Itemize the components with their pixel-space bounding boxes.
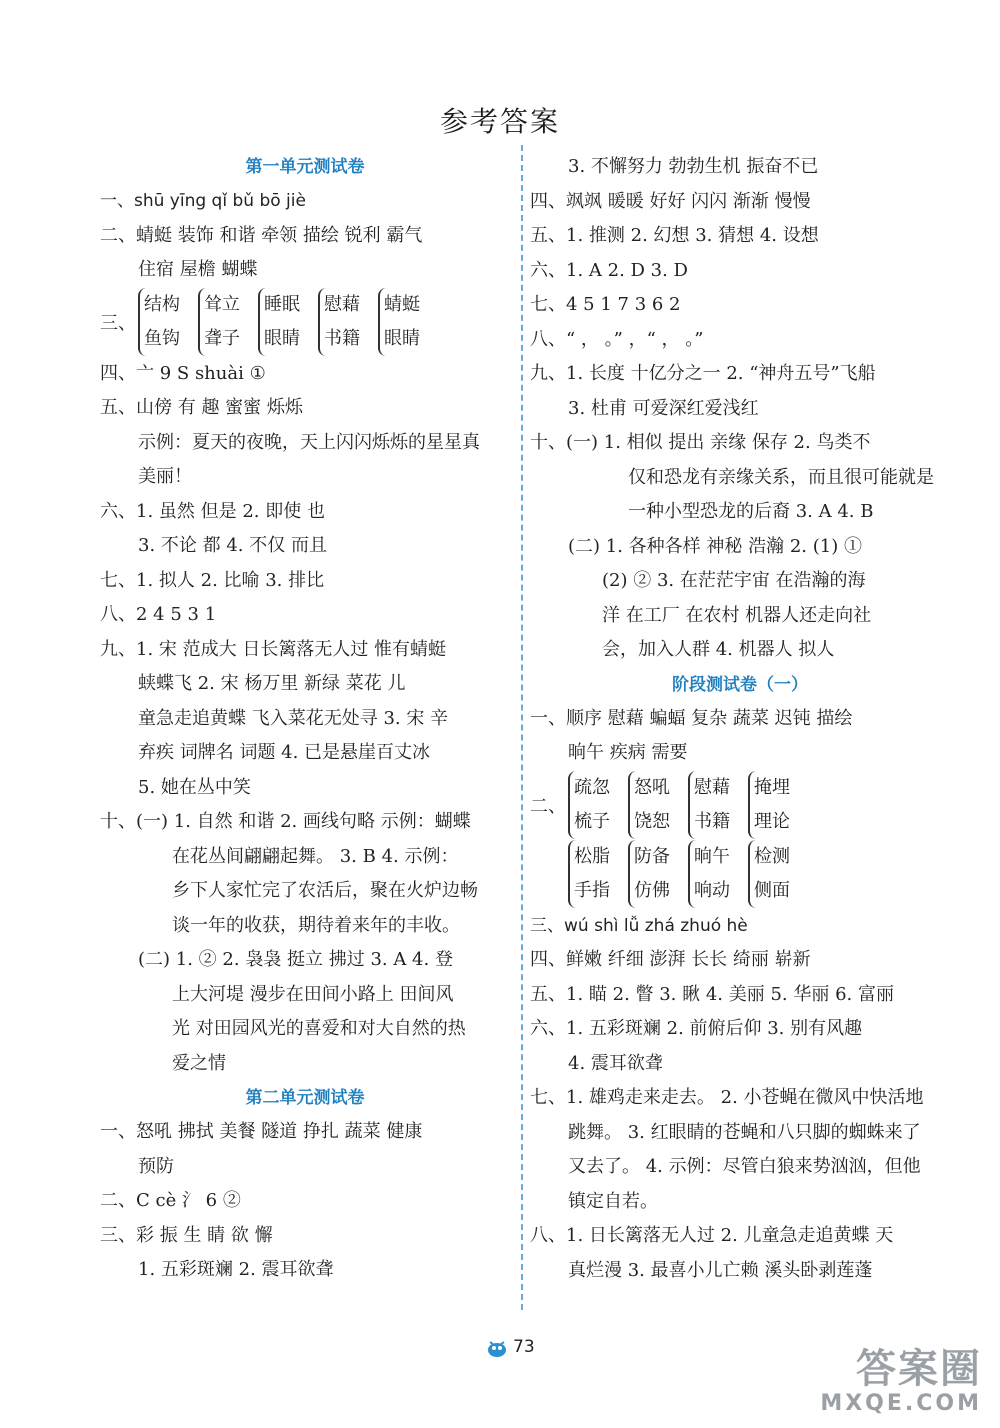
word: 慰藉	[694, 777, 730, 798]
answer-line: 会，加入人群 4. 机器人 拟人	[602, 639, 835, 660]
answer-line: 3. 不懈努力 勃勃生机 振奋不已	[568, 156, 819, 177]
answer-line: 3. 不论 都 4. 不仅 而且	[138, 535, 327, 556]
watermark-url: MXQE.COM	[820, 1391, 982, 1416]
answer-label: 三、	[100, 313, 136, 334]
answer-line: 5. 她在丛中笑	[138, 776, 251, 798]
word: 晌午	[694, 846, 730, 867]
answer-line: 真烂漫 3. 最喜小儿亡赖 溪头卧剥莲蓬	[568, 1259, 873, 1281]
answer-line: 又去了。 4. 示例：尽管白狼来势汹汹，但他	[568, 1156, 921, 1177]
answer-line: 晌午 疾病 需要	[568, 742, 688, 763]
answer-line: 五、山傍 有 趣 蜜蜜 烁烁	[100, 397, 303, 418]
answer-line: 三、彩 振 生 睛 欲 懈	[100, 1224, 273, 1246]
word: 侧面	[754, 880, 790, 901]
answer-line: 美丽！	[138, 466, 192, 487]
answer-line: 七、1. 雄鸡走来走去。 2. 小苍蝇在微风中快活地	[530, 1087, 924, 1108]
answer-line: 镇定自若。	[568, 1190, 658, 1212]
brace-pair	[748, 840, 790, 908]
answer-line: 七、4 5 1 7 3 6 2	[530, 294, 681, 315]
brace-pair	[688, 840, 730, 908]
answer-line: 八、1. 日长篱落无人过 2. 儿童急走追黄蝶 天	[530, 1225, 894, 1246]
word: 响动	[694, 880, 730, 901]
right-column	[530, 150, 950, 1288]
word: 聋子	[204, 328, 240, 349]
answer-line: 爱之情	[172, 1052, 226, 1074]
answer-line: 4. 震耳欲聋	[568, 1052, 663, 1074]
answer-line: 上大河堤 漫步在田间小路上 田间风	[172, 983, 454, 1005]
brace-pair	[568, 840, 610, 908]
brace-pair	[568, 771, 610, 839]
brace-group	[100, 288, 510, 357]
answer-line: 四、亠 9 S shuài ①	[100, 362, 266, 384]
word: 书籍	[324, 328, 360, 349]
brace-pair	[378, 288, 420, 356]
answer-line: 住宿 屋檐 蝴蝶	[138, 259, 258, 280]
answer-line: (二) 1. ② 2. 袅袅 挺立 拂过 3. A 4. 登	[138, 949, 453, 970]
page-number: 73	[513, 1337, 535, 1357]
answer-line: 蛱蝶飞 2. 宋 杨万里 新绿 菜花 儿	[138, 673, 406, 694]
answer-line: 跳舞。 3. 红眼睛的苍蝇和八只脚的蜘蛛来了	[568, 1121, 921, 1143]
word: 书籍	[694, 811, 730, 832]
brace-group	[530, 840, 950, 909]
brace-group	[530, 771, 950, 840]
word: 检测	[754, 846, 790, 867]
word: 防备	[634, 846, 670, 867]
answer-line: 一种小型恐龙的后裔 3. A 4. B	[628, 501, 874, 522]
answer-line: 谈一年的收获，期待着来年的丰收。	[172, 914, 460, 936]
word: 慰藉	[324, 294, 360, 315]
answer-line: 一、shū yīng qǐ bǔ bō jiè	[100, 191, 306, 211]
answer-line: 洋 在工厂 在农村 机器人还走向社	[602, 604, 872, 626]
brace-pair	[258, 288, 300, 356]
word: 理论	[754, 811, 790, 832]
answer-line: 二、C cè 氵 6 ②	[100, 1190, 241, 1211]
answer-line: 七、1. 拟人 2. 比喻 3. 排比	[100, 569, 325, 591]
left-column	[100, 150, 510, 1288]
answer-line: 一、怒吼 拂拭 美餐 隧道 挣扎 蔬菜 健康	[100, 1121, 423, 1142]
word: 手指	[574, 880, 610, 901]
word: 蜻蜓	[384, 294, 420, 315]
brace-pair	[628, 771, 670, 839]
answer-line: 仅和恐龙有亲缘关系，而且很可能就是	[628, 466, 934, 488]
word: 眼睛	[264, 328, 300, 349]
brace-pair	[628, 840, 670, 908]
page-footer	[485, 1336, 535, 1358]
brace-pair	[688, 771, 730, 839]
answer-line: (2) ② 3. 在茫茫宇宙 在浩瀚的海	[602, 570, 866, 591]
answer-line: 一、顺序 慰藉 蝙蝠 复杂 蔬菜 迟钝 描绘	[530, 707, 853, 729]
word: 疏忽	[574, 777, 610, 798]
watermark-text: 答案圈	[856, 1346, 982, 1392]
section-heading-unit1: 第一单元测试卷	[245, 157, 365, 177]
answer-line: 童急走追黄蝶 飞入菜花无处寻 3. 宋 辛	[138, 707, 449, 729]
word: 掩埋	[754, 777, 790, 798]
word: 眼睛	[384, 328, 420, 349]
answer-line: 九、1. 长度 十亿分之一 2. “神舟五号”飞船	[530, 363, 876, 384]
answer-line: 六、1. 五彩斑斓 2. 前俯后仰 3. 别有风趣	[530, 1018, 863, 1039]
answer-line: 十、(一) 1. 自然 和谐 2. 画线句略 示例：蝴蝶	[100, 811, 471, 832]
word: 睡眠	[264, 294, 300, 315]
answer-line: 二、蜻蜓 装饰 和谐 牵领 描绘 锐利 霸气	[100, 224, 423, 246]
answer-line: 六、1. A 2. D 3. D	[530, 259, 688, 281]
column-divider	[521, 145, 523, 1310]
answer-line: 弃疾 词牌名 词题 4. 已是悬崖百丈冰	[138, 742, 431, 763]
answer-line: 3. 杜甫 可爱深红爱浅红	[568, 397, 759, 419]
word: 梳子	[574, 811, 610, 832]
answer-line: 预防	[138, 1155, 174, 1177]
answer-line: 1. 五彩斑斓 2. 震耳欲聋	[138, 1259, 334, 1280]
page-title: 参考答案	[439, 105, 560, 138]
answer-line: 八、2 4 5 3 1	[100, 604, 217, 625]
answer-line: 十、(一) 1. 相似 提出 亲缘 保存 2. 鸟类不	[530, 432, 871, 453]
answer-line: 六、1. 虽然 但是 2. 即使 也	[100, 500, 325, 522]
answer-line: 光 对田园风光的喜爱和对大自然的热	[172, 1018, 466, 1039]
mascot-icon	[485, 1336, 509, 1358]
answer-line: 在花丛间翩翩起舞。 3. B 4. 示例：	[172, 845, 459, 867]
word: 鱼钩	[144, 328, 180, 349]
brace-pair	[318, 288, 360, 356]
answer-line: 九、1. 宋 范成大 日长篱落无人过 惟有蜻蜓	[100, 638, 447, 660]
word: 怒吼	[634, 777, 670, 798]
brace-pair	[198, 288, 240, 356]
brace-pair	[748, 771, 790, 839]
brace-pair	[138, 288, 180, 356]
answer-label: 二、	[530, 796, 566, 817]
answer-line: 三、wú shì lǚ zhá zhuó hè	[530, 915, 748, 936]
answer-line: 四、鲜嫩 纤细 澎湃 长长 绮丽 崭新	[530, 949, 811, 970]
answer-line: 八、“ ， 。” ，“ ， 。”	[530, 328, 704, 350]
word: 结构	[144, 294, 180, 315]
word: 仿佛	[634, 880, 670, 901]
answer-line: 五、1. 推测 2. 幻想 3. 猜想 4. 设想	[530, 225, 819, 246]
word: 耸立	[204, 294, 240, 315]
answer-line: (二) 1. 各种各样 神秘 浩瀚 2. (1) ①	[568, 535, 862, 557]
word: 饶恕	[634, 811, 670, 832]
answer-line: 示例：夏天的夜晚，天上闪闪烁烁的星星真	[138, 431, 480, 453]
answer-line: 五、1. 瞄 2. 瞥 3. 瞅 4. 美丽 5. 华丽 6. 富丽	[530, 983, 894, 1005]
word: 松脂	[574, 846, 610, 867]
watermark	[820, 1347, 982, 1416]
answer-line: 四、飒飒 暖暖 好好 闪闪 渐渐 慢慢	[530, 190, 811, 212]
answer-line: 乡下人家忙完了农活后，聚在火炉边畅	[172, 880, 478, 901]
section-heading-unit2: 第二单元测试卷	[245, 1088, 365, 1108]
section-heading-stage1: 阶段测试卷（一）	[672, 674, 808, 695]
